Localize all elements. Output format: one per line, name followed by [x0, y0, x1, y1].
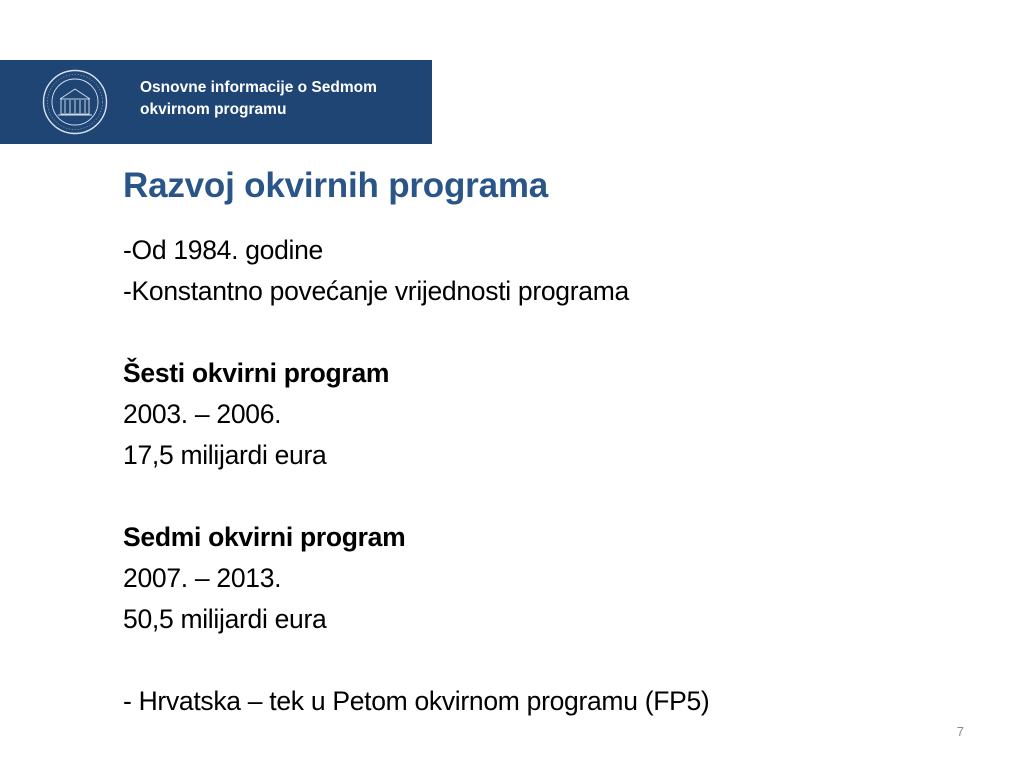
- header-title-line-1: Osnovne informacije o Sedmom: [140, 79, 377, 96]
- blank-line: [123, 640, 983, 681]
- intro-line-1: -Od 1984. godine: [123, 235, 323, 265]
- slide-title: Razvoj okvirnih programa: [123, 166, 549, 205]
- slide-body: [123, 230, 983, 722]
- university-seal-icon: [42, 69, 108, 135]
- croatia-note: - Hrvatska – tek u Petom okvirnom programu (FP5): [123, 686, 710, 716]
- blank-line: [123, 312, 983, 353]
- fp7-budget: 50,5 milijardi eura: [123, 604, 327, 634]
- fp7-heading: Sedmi okvirni program: [123, 522, 406, 552]
- intro-line-2: -Konstantno povećanje vrijednosti programa: [123, 276, 629, 306]
- fp6-heading: Šesti okvirni program: [123, 358, 390, 388]
- page-number: 7: [956, 724, 964, 739]
- fp6-budget: 17,5 milijardi eura: [123, 440, 327, 470]
- header-title-line-2: okvirnom programu: [140, 101, 287, 118]
- fp7-period: 2007. – 2013.: [123, 563, 282, 593]
- header-band: [0, 60, 432, 144]
- header-title: [140, 77, 425, 121]
- blank-line: [123, 476, 983, 517]
- fp6-period: 2003. – 2006.: [123, 399, 282, 429]
